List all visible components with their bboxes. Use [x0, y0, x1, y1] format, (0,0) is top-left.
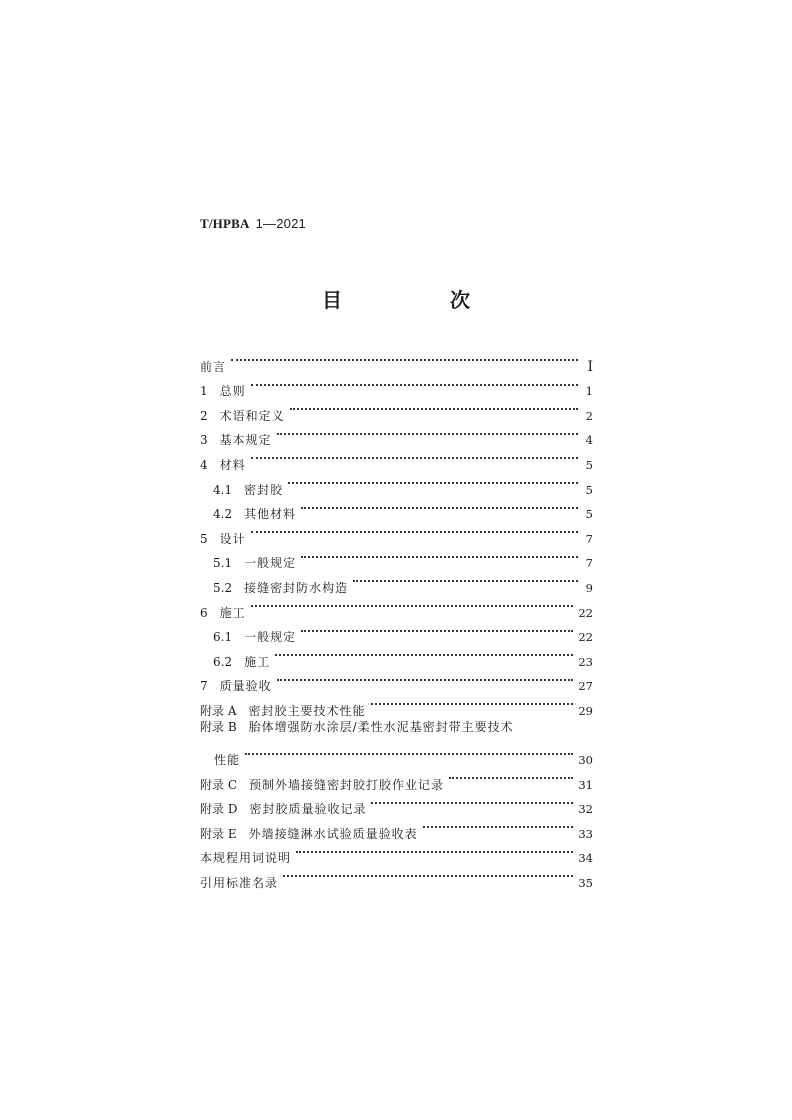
toc-dot-leader: [296, 838, 573, 863]
toc-entry[interactable]: [200, 764, 593, 792]
toc-entry-page: 23: [578, 654, 593, 669]
toc-entry[interactable]: [200, 617, 593, 645]
toc-entry-title: 总则: [219, 384, 246, 399]
toc-entry-number: 5.2: [213, 580, 233, 595]
toc-entry-number: 5: [200, 531, 208, 546]
toc-dot-leader: [251, 444, 578, 469]
toc-entry-number: 6.1: [213, 630, 233, 645]
table-of-contents: [200, 346, 593, 891]
standard-number: 1—2021: [255, 216, 306, 231]
toc-dot-leader: [251, 592, 574, 617]
toc-entry-page: 1: [585, 384, 593, 399]
toc-entry-number: 7: [200, 679, 208, 694]
toc-entry-title: 密封胶主要技术性能: [248, 703, 366, 718]
toc-entry[interactable]: [200, 371, 593, 399]
toc-entry-page: 7: [585, 556, 593, 571]
toc-entry-number: 附录 C: [200, 777, 237, 792]
toc-entry-title: 密封胶: [244, 482, 284, 497]
toc-dot-leader: [275, 641, 573, 666]
toc-entry[interactable]: [200, 469, 593, 497]
toc-entry[interactable]: [200, 715, 593, 740]
toc-entry[interactable]: [200, 395, 593, 423]
toc-dot-leader: [301, 543, 578, 568]
toc-entry[interactable]: [200, 543, 593, 571]
toc-entry-title: 基本规定: [219, 433, 272, 448]
toc-entry[interactable]: [200, 346, 593, 375]
toc-entry-number: 5.1: [213, 556, 233, 571]
toc-entry-page: Ⅰ: [587, 359, 593, 375]
toc-entry-page: 7: [585, 531, 593, 546]
toc-entry-page: 32: [578, 802, 593, 817]
toc-entry-page: 4: [585, 433, 593, 448]
toc-entry-title: 密封胶质量验收记录: [249, 802, 367, 817]
toc-entry-page: 9: [585, 580, 593, 595]
toc-dot-leader: [277, 420, 578, 445]
toc-entry[interactable]: [200, 592, 593, 620]
toc-entry-page: 22: [578, 605, 593, 620]
page-title: 目 次: [322, 288, 514, 312]
toc-entry[interactable]: [200, 444, 593, 472]
toc-dot-leader: [288, 469, 578, 494]
toc-dot-leader: [245, 740, 573, 765]
toc-dot-leader: [301, 617, 573, 642]
toc-entry-title: 一般规定: [244, 630, 297, 645]
toc-entry-number: 2: [200, 408, 208, 423]
toc-entry[interactable]: [200, 518, 593, 546]
toc-entry[interactable]: [200, 740, 593, 768]
toc-entry-number: 附录 B: [200, 719, 237, 734]
toc-entry-title: 本规程用词说明: [200, 851, 292, 866]
toc-dot-leader: [371, 690, 574, 715]
toc-entry-title: 接缝密封防水构造: [244, 580, 349, 595]
toc-entry-title: 前言: [200, 359, 227, 374]
toc-entry-title: 其他材料: [244, 507, 297, 522]
toc-dot-leader: [301, 494, 578, 519]
toc-entry-number: 附录 A: [200, 703, 237, 718]
toc-entry-number: 4.2: [213, 507, 233, 522]
toc-entry-page: 5: [585, 457, 593, 472]
toc-entry-number: 3: [200, 433, 208, 448]
toc-entry-number: 4.1: [213, 482, 233, 497]
toc-entry-title: 质量验收: [219, 679, 272, 694]
toc-entry-page: 33: [578, 826, 593, 841]
standard-code: [200, 216, 306, 232]
toc-dot-leader: [423, 813, 574, 838]
toc-dot-leader: [231, 346, 578, 371]
toc-entry-number: 附录 E: [200, 826, 237, 841]
toc-entry-title: 材料: [219, 457, 246, 472]
toc-entry-page: 27: [578, 679, 593, 694]
toc-entry-title: 性能: [214, 753, 241, 768]
standard-prefix: T/HPBA: [200, 216, 250, 231]
toc-entry-title: 施工: [244, 654, 271, 669]
toc-entry-number: 6.2: [213, 654, 233, 669]
toc-entry-page: 29: [578, 703, 593, 718]
toc-entry-page: 35: [578, 876, 593, 891]
toc-entry-page: 2: [585, 408, 593, 423]
toc-entry-page: 30: [578, 753, 593, 768]
toc-dot-leader: [449, 764, 573, 789]
toc-dot-leader: [251, 518, 578, 543]
toc-entry-title: 施工: [219, 605, 246, 620]
toc-dot-leader: [283, 862, 573, 887]
toc-entry-title: 引用标准名录: [200, 876, 279, 891]
toc-entry-title: 外墙接缝淋水试验质量验收表: [248, 826, 418, 841]
toc-dot-leader: [277, 666, 574, 691]
toc-entry-page: 31: [578, 777, 593, 792]
toc-dot-leader: [371, 789, 573, 814]
toc-entry-page: 22: [578, 630, 593, 645]
toc-entry-title: 设计: [219, 531, 246, 546]
toc-entry-page: 5: [585, 507, 593, 522]
toc-entry-number: 4: [200, 457, 208, 472]
toc-entry-title: 一般规定: [244, 556, 297, 571]
toc-dot-leader: [353, 567, 578, 592]
toc-entry-title: 胎体增强防水涂层/柔性水泥基密封带主要技术: [248, 719, 514, 734]
toc-dot-leader: [251, 371, 578, 396]
toc-entry-title: 预制外墙接缝密封胶打胶作业记录: [249, 777, 445, 792]
toc-entry-page: 34: [578, 851, 593, 866]
toc-entry-page: 5: [585, 482, 593, 497]
toc-dot-leader: [290, 395, 578, 420]
toc-entry-title: 术语和定义: [219, 408, 285, 423]
toc-entry-number: 附录 D: [200, 802, 238, 817]
toc-entry-number: 1: [200, 384, 208, 399]
toc-entry-number: 6: [200, 605, 208, 620]
